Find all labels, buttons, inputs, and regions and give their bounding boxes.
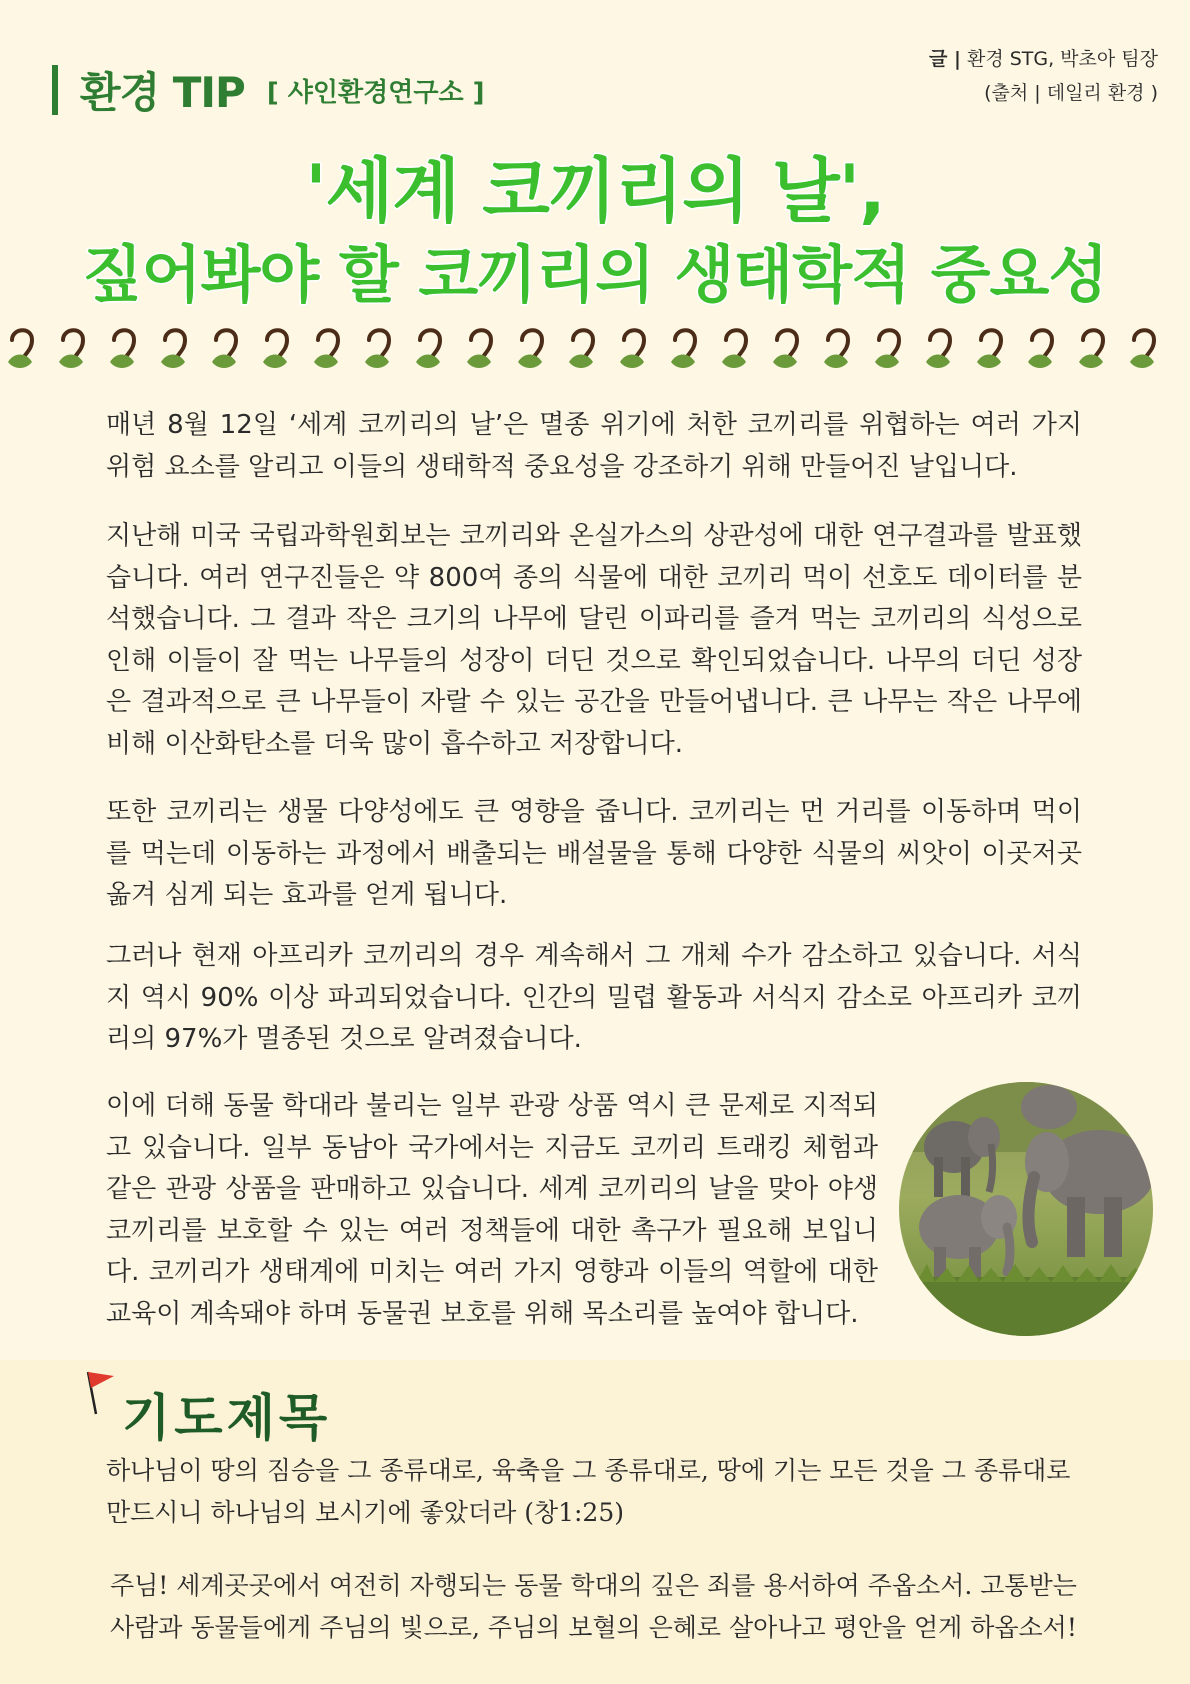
- prayer-text: 주님! 세계곳곳에서 여전히 자행되는 동물 학대의 깊은 죄를 용서하여 주옵소서. 고통받는 사람과 동물들에게 주님의 빛으로, 주님의 보혈의 은혜로 살아나고 평안을 얻게 하옵소서!: [110, 1571, 1077, 1642]
- header-brand: [52, 60, 485, 120]
- byline-author: 환경 STG, 박초아 팀장: [966, 48, 1158, 70]
- paragraph-text: 이에 더해 동물 학대라 불리는 일부 관광 상품 역시 큰 문제로 지적되고 있습니다. 일부 동남아 국가에서는 지금도 코끼리 트래킹 체험과 같은 관광 상품을 판매하고 있습니다. 세계 코끼리의 날을 맞아 야생 코끼리를 보호할 수 있는 여러 정책들에 대한 촉구가 필요해 보입니다. 코끼리가 생태계에 미치는 여러 가지 영향과 이들의 역할에 대한 교육이 계속돼야 하며 동물권 보호를 위해 목소리를 높여야 합니다.: [106, 1091, 878, 1329]
- prayer-heading: 기도제목: [122, 1389, 332, 1447]
- article-paragraph-4: [106, 936, 1082, 1061]
- sprout-icons: [8, 330, 1154, 368]
- byline-author-line: [929, 42, 1158, 76]
- prayer-heading-group: [84, 1368, 331, 1450]
- brand-divider: [52, 65, 58, 115]
- page-title-line2: 짚어봐야 할 코끼리의 생태학적 중요성: [82, 238, 1108, 311]
- byline: [929, 42, 1158, 110]
- paragraph-text: 매년 8월 12일 ‘세계 코끼리의 날’은 멸종 위기에 처한 코끼리를 위협하는 여러 가지 위험 요소를 알리고 이들의 생태학적 중요성을 강조하기 위해 만들어진 날입니다.: [106, 410, 1082, 482]
- byline-source: (출처 | 데일리 환경 ): [984, 82, 1158, 104]
- article-paragraph-5: [106, 1086, 878, 1335]
- byline-label: 글 |: [929, 48, 961, 70]
- paragraph-text: 또한 코끼리는 생물 다양성에도 큰 영향을 줍니다. 코끼리는 먼 거리를 이동하며 먹이를 먹는데 이동하는 과정에서 배출되는 배설물을 통해 다양한 식물의 씨앗이 이곳저곳 옮겨 심게 되는 효과를 얻게 됩니다.: [106, 797, 1082, 910]
- brand-title: 환경 TIP: [80, 68, 245, 117]
- page-title-line1: '세계 코끼리의 날',: [305, 150, 885, 232]
- bible-verse: 하나님이 땅의 짐승을 그 종류대로, 육축을 그 종류대로, 땅에 기는 모든 것을 그 종류대로 만드시니 하나님의 보시기에 좋았더라 (창1:25): [106, 1456, 1071, 1527]
- article-paragraph-3: [106, 792, 1082, 917]
- red-flag-icon: [84, 1368, 118, 1418]
- paragraph-text: 지난해 미국 국립과학원회보는 코끼리와 온실가스의 상관성에 대한 연구결과를 발표했습니다. 여러 연구진들은 약 800여 종의 식물에 대한 코끼리 먹이 선호도 데이터를 분석했습니다. 그 결과 작은 크기의 나무에 달린 이파리를 즐겨 먹는 코끼리의 식성으로 인해 이들이 잘 먹는 나무들의 성장이 더딘 것으로 확인되었습니다. 나무의 더딘 성장은 결과적으로 큰 나무들이 자랄 수 있는 공간을 만들어냅니다. 큰 나무는 작은 나무에 비해 이산화탄소를 더욱 많이 흡수하고 저장합니다.: [106, 521, 1082, 759]
- elephant-photo: [899, 1082, 1153, 1336]
- brand-subtitle: [ 샤인환경연구소 ]: [266, 77, 485, 108]
- paragraph-text: 그러나 현재 아프리카 코끼리의 경우 계속해서 그 개체 수가 감소하고 있습니다. 서식지 역시 90% 이상 파괴되었습니다. 인간의 밀렵 활동과 서식지 감소로 아프리카 코끼리의 97%가 멸종된 것으로 알려졌습니다.: [106, 941, 1082, 1054]
- article-paragraph-1: [106, 405, 1082, 488]
- sprout-divider: [0, 318, 1190, 374]
- article-paragraph-2: [106, 516, 1082, 765]
